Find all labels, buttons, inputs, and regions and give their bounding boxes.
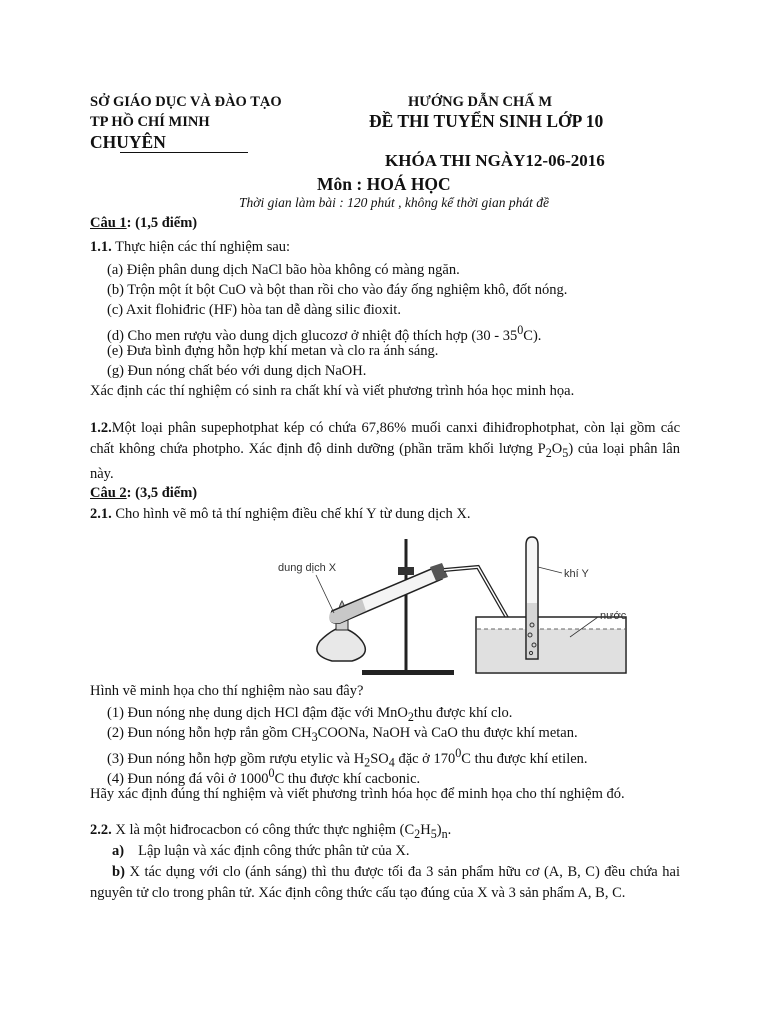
subscript: 5 bbox=[562, 445, 569, 460]
option-1-text: (1) Đun nóng nhẹ dung dịch HCl đậm đặc với MnO bbox=[107, 705, 408, 721]
option-4-text: (4) Đun nóng đá vôi ở 1000 bbox=[107, 770, 269, 787]
formula-o: O bbox=[551, 441, 563, 457]
part-2-2-text: X là một hiđrocacbon có công thức thực nghiệm (C bbox=[111, 822, 415, 838]
marking-guide-label: HƯỚNG DẪN CHẤ M bbox=[408, 94, 553, 110]
exam-title: ĐỀ THI TUYỂN SINH LỚP 10 bbox=[369, 111, 604, 131]
chuyen-label: CHUYÊN bbox=[90, 132, 166, 152]
option-2 bbox=[107, 724, 697, 746]
formula-end: . bbox=[447, 822, 452, 838]
part-b-label: b) bbox=[112, 864, 125, 880]
figure-question: Hình vẽ minh họa cho thí nghiệm nào sau đây? bbox=[90, 683, 364, 699]
part-1-1-text: Thực hiện các thí nghiệm sau: bbox=[111, 239, 291, 255]
part-1-2-number: 1.2. bbox=[90, 420, 112, 436]
department-name: SỞ GIÁO DỤC VÀ ĐÀO TẠO bbox=[90, 94, 282, 110]
formula-so: SO bbox=[370, 750, 389, 767]
question-2-heading bbox=[90, 484, 680, 502]
question-2-points: : (3,5 điểm) bbox=[126, 485, 198, 501]
option-3-end: C thu được khí etilen. bbox=[461, 750, 588, 767]
subject-title: Môn : HOÁ HỌC bbox=[317, 174, 451, 194]
option-3-text: (3) Đun nóng hỗn hợp gồm rượu etylic và H bbox=[107, 750, 365, 767]
subscript: n bbox=[441, 826, 448, 841]
degree-sup: 0 bbox=[517, 323, 524, 337]
clamp bbox=[398, 567, 414, 575]
option-1-end: thu được khí clo. bbox=[413, 705, 513, 721]
experiment-e: (e) Đưa bình đựng hỗn hợp khí metan và clo ra ánh sáng. bbox=[107, 343, 439, 359]
formula-paren: ) bbox=[436, 822, 442, 838]
question-2-label: Câu 2 bbox=[90, 485, 127, 501]
subscript: 2 bbox=[364, 755, 371, 770]
part-2-1-text: Cho hình vẽ mô tả thí nghiệm điều chế khí Y từ dung dịch X. bbox=[111, 506, 471, 522]
subscript: 2 bbox=[407, 709, 414, 724]
question-1-task: Xác định các thí nghiệm có sinh ra chất khí và viết phương trình hóa học minh họa. bbox=[90, 383, 575, 399]
water bbox=[477, 629, 625, 672]
part-1-1-number: 1.1. bbox=[90, 239, 112, 255]
experiment-g: (g) Đun nóng chất béo với dung dịch NaOH. bbox=[107, 363, 367, 379]
subscript: 3 bbox=[311, 729, 318, 744]
part-2-1 bbox=[90, 505, 680, 523]
formula-h: H bbox=[420, 822, 431, 838]
subscript: 2 bbox=[545, 445, 552, 460]
part-b-text: X tác dụng với clo (ánh sáng) thì thu được tối đa 3 sản phẩm hữu cơ (A, B, C) đều chứa hai nguyên tử clo trong phân tử. Xác định công thức cấu tạo đúng của X và 3 sản phẩm A, B, C. bbox=[90, 864, 680, 901]
exam-date: KHÓA THI NGÀY12-06-2016 bbox=[385, 151, 605, 170]
subscript: 2 bbox=[414, 826, 421, 841]
option-2-text: (2) Đun nóng hỗn hợp rắn gồm CH bbox=[107, 725, 312, 741]
option-3-mid: đặc ở 170 bbox=[394, 750, 456, 767]
subscript: 4 bbox=[388, 755, 395, 770]
tube-water bbox=[527, 603, 537, 658]
question-2-task: Hãy xác định đúng thí nghiệm và viết phương trình hóa học để minh họa cho thí nghiệm đó. bbox=[90, 786, 625, 802]
part-2-2 bbox=[90, 821, 680, 843]
option-1 bbox=[107, 704, 697, 726]
part-1-1 bbox=[90, 238, 680, 256]
city-name: TP HỒ CHÍ MINH bbox=[90, 114, 210, 130]
part-2-2-b bbox=[90, 862, 680, 904]
part-2-2-a bbox=[112, 842, 702, 860]
apparatus-figure bbox=[270, 533, 656, 679]
label-water: nước bbox=[600, 610, 627, 622]
part-a-text: Lập luận và xác định công thức phân tử của X. bbox=[138, 843, 410, 859]
option-2-end: COONa, NaOH và CaO thu được khí metan. bbox=[317, 725, 578, 741]
stand-base bbox=[362, 670, 454, 675]
part-2-1-number: 2.1. bbox=[90, 506, 112, 522]
header-underline bbox=[120, 152, 248, 153]
question-1-heading bbox=[90, 214, 680, 232]
experiment-b: (b) Trộn một ít bột CuO và bột than rồi cho vào đáy ống nghiệm khô, đốt nóng. bbox=[107, 282, 568, 298]
label-gas-y: khí Y bbox=[564, 568, 589, 580]
option-4-end: C thu được khí cacbonic. bbox=[274, 770, 421, 787]
subscript: 5 bbox=[430, 826, 437, 841]
experiment-d-end: C). bbox=[523, 327, 542, 344]
part-1-2-text: Một loại phân supephotphat kép có chứa 67,86% muối canxi đihiđrophotphat, còn lại gồm các chất không chứa photpho. Xác định độ dinh dưỡng (phần trăm khối lượng P bbox=[90, 420, 680, 457]
question-1-label: Câu 1 bbox=[90, 215, 127, 231]
degree-sup: 0 bbox=[455, 746, 462, 760]
experiment-a: (a) Điện phân dung dịch NaCl bão hòa không có màng ngăn. bbox=[107, 262, 460, 278]
part-a-label: a) bbox=[112, 843, 125, 859]
experiment-d-text: (d) Cho men rượu vào dung dịch glucozơ ở nhiệt độ thích hợp (30 - 35 bbox=[107, 327, 518, 344]
degree-sup: 0 bbox=[268, 766, 275, 780]
part-1-2-end: ) của loại phân lân này. bbox=[90, 441, 680, 482]
part-1-2 bbox=[90, 418, 680, 485]
part-2-2-number: 2.2. bbox=[90, 822, 112, 838]
label-solution-x: dung dịch X bbox=[278, 562, 337, 574]
time-note: Thời gian làm bài : 120 phút , không kể thời gian phát đề bbox=[239, 195, 549, 210]
question-1-points: : (1,5 điểm) bbox=[126, 215, 198, 231]
experiment-c: (c) Axit flohiđric (HF) hòa tan dễ dàng silic đioxit. bbox=[107, 302, 401, 318]
